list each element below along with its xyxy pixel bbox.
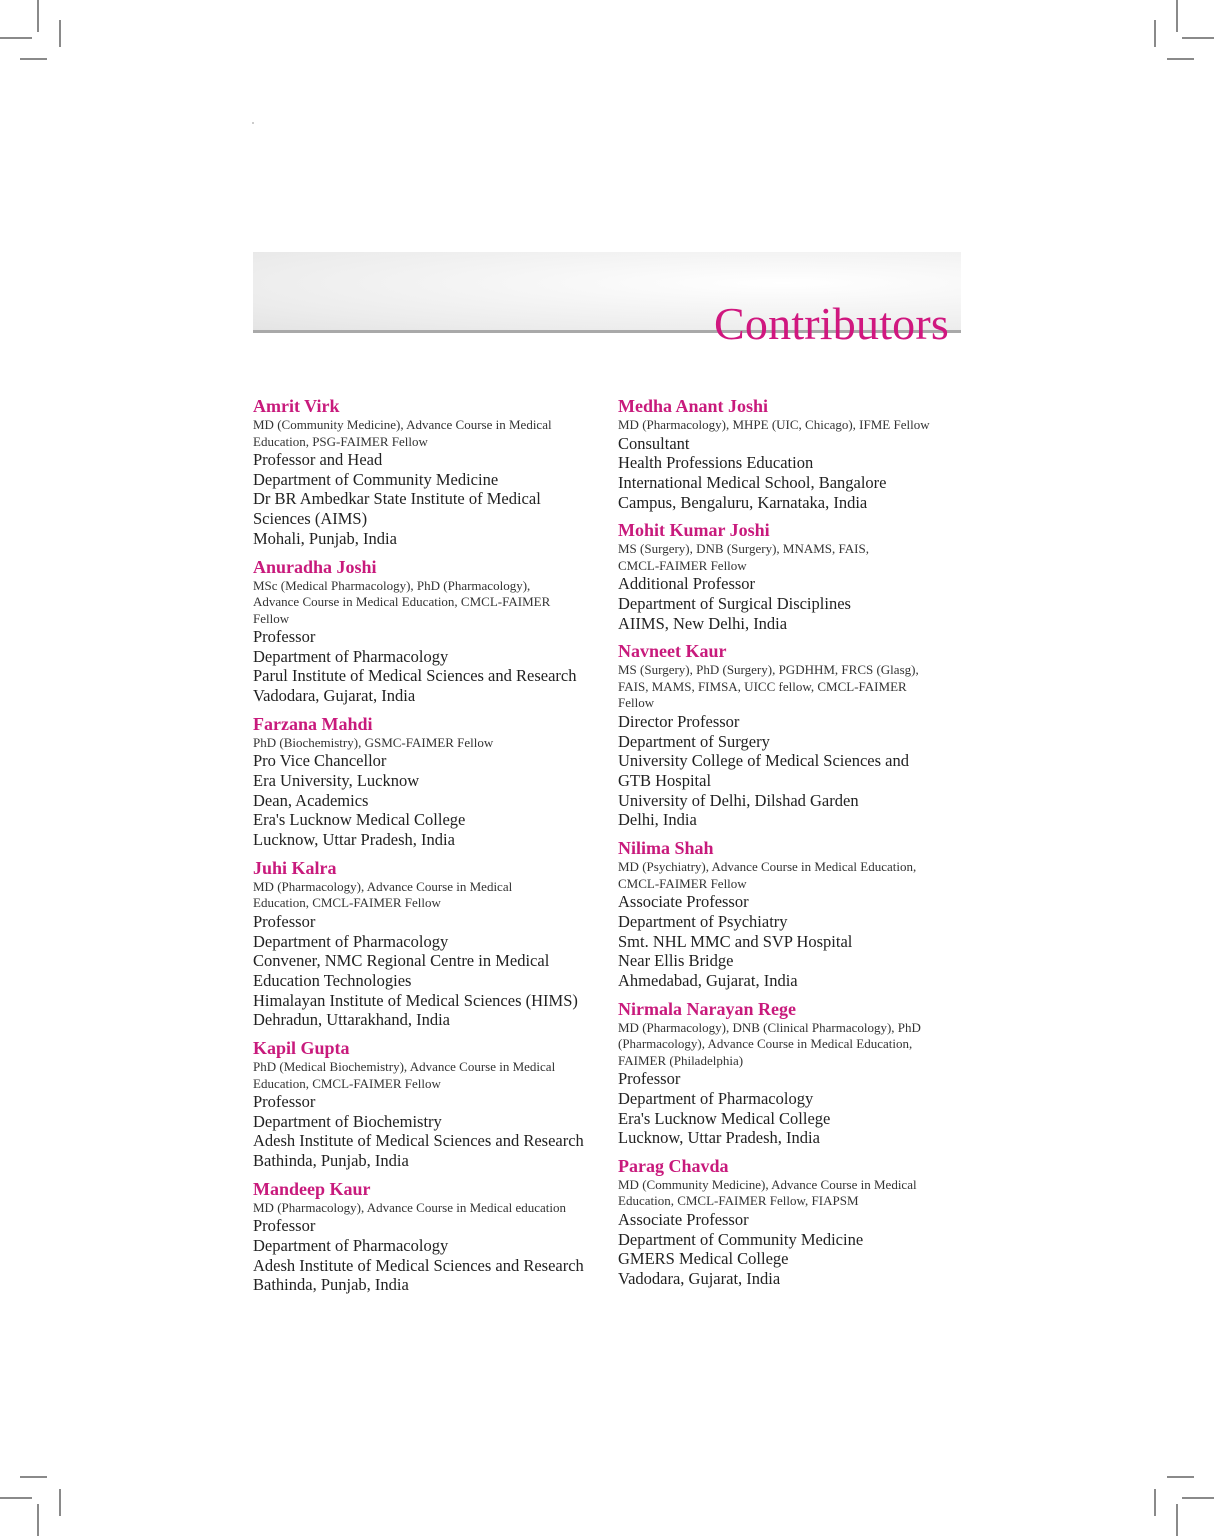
- contributor-qualifications: [618, 541, 970, 574]
- crop-mark: [0, 1497, 32, 1499]
- affiliation-line: Associate Professor: [618, 1209, 749, 1229]
- contributor-entry: [253, 858, 605, 1030]
- qualification-line: MD (Pharmacology), DNB (Clinical Pharmacology), PhD: [618, 1019, 921, 1035]
- affiliation-line: Pro Vice Chancellor: [253, 751, 387, 771]
- crop-mark: [37, 1504, 39, 1536]
- affiliation-line: Director Professor: [618, 711, 740, 731]
- affiliation-line: Near Ellis Bridge: [618, 951, 734, 971]
- contributor-entry: [253, 1179, 605, 1295]
- contributor-entry: [253, 557, 605, 706]
- qualification-line: MS (Surgery), PhD (Surgery), PGDHHM, FRCS (Glasg),: [618, 662, 919, 678]
- stray-dot: [252, 122, 254, 124]
- contributor-affiliation: [618, 892, 970, 991]
- crop-mark: [1167, 1476, 1194, 1478]
- crop-mark: [1176, 0, 1178, 32]
- crop-mark: [1154, 1489, 1156, 1516]
- contributor-name: Mandeep Kaur: [253, 1178, 371, 1199]
- contributor-affiliation: [253, 1216, 605, 1295]
- contributor-qualifications: [618, 1020, 970, 1070]
- qualification-line: MS (Surgery), DNB (Surgery), MNAMS, FAIS,: [618, 541, 869, 557]
- affiliation-line: Consultant: [618, 433, 690, 453]
- affiliation-line: Delhi, India: [618, 810, 697, 830]
- contributor-affiliation: [618, 1210, 970, 1289]
- qualification-line: MD (Community Medicine), Advance Course in Medical: [618, 1176, 917, 1192]
- contributor-qualifications: [253, 578, 605, 628]
- affiliation-line: Campus, Bengaluru, Karnataka, India: [618, 492, 868, 512]
- affiliation-line: Lucknow, Uttar Pradesh, India: [618, 1128, 820, 1148]
- contributor-qualifications: [618, 1177, 970, 1210]
- affiliation-line: Himalayan Institute of Medical Sciences (HIMS): [253, 990, 578, 1010]
- contributor-name: Juhi Kalra: [253, 857, 337, 878]
- contributors-column-left: [253, 396, 605, 1303]
- qualification-line: MD (Psychiatry), Advance Course in Medical Education,: [618, 859, 917, 875]
- contributor-affiliation: [253, 912, 605, 1030]
- contributor-qualifications: [618, 417, 970, 434]
- affiliation-line: Department of Pharmacology: [253, 1236, 449, 1256]
- affiliation-line: Sciences (AIMS): [253, 509, 368, 529]
- qualification-line: (Pharmacology), Advance Course in Medical Education,: [618, 1036, 913, 1052]
- contributor-qualifications: [253, 1200, 605, 1217]
- contributor-affiliation: [618, 574, 970, 633]
- crop-mark: [20, 58, 47, 60]
- affiliation-line: Dr BR Ambedkar State Institute of Medical: [253, 489, 541, 509]
- affiliation-line: Ahmedabad, Gujarat, India: [618, 970, 798, 990]
- contributor-name: Nilima Shah: [618, 838, 714, 859]
- crop-mark: [59, 1489, 61, 1516]
- contributor-affiliation: [253, 627, 605, 706]
- crop-mark: [1182, 1497, 1214, 1499]
- qualification-line: CMCL-FAIMER Fellow: [618, 875, 747, 891]
- contributor-affiliation: [618, 712, 970, 830]
- affiliation-line: Mohali, Punjab, India: [253, 528, 397, 548]
- affiliation-line: Era's Lucknow Medical College: [253, 810, 466, 830]
- contributor-name: Farzana Mahdi: [253, 713, 373, 734]
- qualification-line: PhD (Biochemistry), GSMC-FAIMER Fellow: [253, 734, 494, 750]
- contributor-name: Anuradha Joshi: [253, 556, 377, 577]
- affiliation-line: Department of Surgery: [618, 731, 770, 751]
- affiliation-line: Department of Pharmacology: [253, 931, 449, 951]
- affiliation-line: Vadodara, Gujarat, India: [618, 1269, 781, 1289]
- affiliation-line: Professor: [253, 1216, 316, 1236]
- affiliation-line: Era University, Lucknow: [253, 771, 420, 791]
- affiliation-line: Smt. NHL MMC and SVP Hospital: [618, 931, 853, 951]
- contributor-affiliation: [253, 1092, 605, 1171]
- qualification-line: Education, PSG-FAIMER Fellow: [253, 433, 428, 449]
- qualification-line: FAIS, MAMS, FIMSA, UICC fellow, CMCL-FAIMER: [618, 678, 907, 694]
- contributor-name: Nirmala Narayan Rege: [618, 998, 796, 1019]
- affiliation-line: Adesh Institute of Medical Sciences and Research: [253, 1131, 584, 1151]
- affiliation-line: Professor: [618, 1069, 681, 1089]
- affiliation-line: Lucknow, Uttar Pradesh, India: [253, 830, 455, 850]
- contributors-column-right: [618, 396, 970, 1297]
- affiliation-line: Dean, Academics: [253, 790, 369, 810]
- contributor-name: Kapil Gupta: [253, 1038, 350, 1059]
- qualification-line: CMCL-FAIMER Fellow: [618, 557, 747, 573]
- affiliation-line: University of Delhi, Dilshad Garden: [618, 790, 859, 810]
- contributor-affiliation: [253, 450, 605, 549]
- qualification-line: MSc (Medical Pharmacology), PhD (Pharmacology),: [253, 577, 531, 593]
- contributor-qualifications: [253, 417, 605, 450]
- qualification-line: MD (Pharmacology), Advance Course in Medical education: [253, 1199, 566, 1215]
- affiliation-line: Professor: [253, 911, 316, 931]
- affiliation-line: GTB Hospital: [618, 771, 712, 791]
- affiliation-line: Professor and Head: [253, 450, 383, 469]
- contributor-qualifications: [618, 859, 970, 892]
- contributor-qualifications: [253, 735, 605, 752]
- crop-mark: [1176, 1504, 1178, 1536]
- contributor-name: Parag Chavda: [618, 1155, 729, 1176]
- contributor-entry: [618, 520, 970, 633]
- contributor-name: Navneet Kaur: [618, 641, 727, 662]
- contributor-entry: [618, 999, 970, 1148]
- qualification-line: MD (Pharmacology), Advance Course in Medical: [253, 878, 513, 894]
- affiliation-line: Professor: [253, 1092, 316, 1112]
- page-title: Contributors: [714, 297, 949, 349]
- contributor-entry: [618, 396, 970, 512]
- qualification-line: PhD (Medical Biochemistry), Advance Course in Medical: [253, 1059, 556, 1075]
- contributor-affiliation: [618, 434, 970, 513]
- affiliation-line: International Medical School, Bangalore: [618, 472, 887, 492]
- affiliation-line: Parul Institute of Medical Sciences and Research: [253, 666, 577, 686]
- affiliation-line: Bathinda, Punjab, India: [253, 1275, 409, 1295]
- contributor-qualifications: [253, 1059, 605, 1092]
- affiliation-line: Health Professions Education: [618, 453, 814, 473]
- qualification-line: Education, CMCL-FAIMER Fellow, FIAPSM: [618, 1193, 859, 1209]
- contributor-affiliation: [253, 751, 605, 850]
- affiliation-line: Vadodara, Gujarat, India: [253, 686, 416, 706]
- section-header-band: [253, 252, 961, 349]
- crop-mark: [20, 1476, 47, 1478]
- contributor-entry: [253, 714, 605, 850]
- affiliation-line: Convener, NMC Regional Centre in Medical: [253, 951, 550, 971]
- qualification-line: Fellow: [253, 610, 290, 626]
- affiliation-line: Department of Surgical Disciplines: [618, 594, 851, 614]
- affiliation-line: Bathinda, Punjab, India: [253, 1151, 409, 1171]
- contributor-entry: [618, 1156, 970, 1289]
- crop-mark: [1182, 37, 1214, 39]
- affiliation-line: Department of Psychiatry: [618, 911, 788, 931]
- qualification-line: MD (Community Medicine), Advance Course in Medical: [253, 417, 552, 432]
- qualification-line: Fellow: [618, 695, 655, 711]
- affiliation-line: Education Technologies: [253, 970, 412, 990]
- qualification-line: Advance Course in Medical Education, CMCL-FAIMER: [253, 594, 551, 610]
- contributor-entry: [253, 396, 605, 549]
- contributor-name: Amrit Virk: [253, 396, 340, 416]
- affiliation-line: Department of Community Medicine: [618, 1229, 864, 1249]
- crop-mark: [59, 20, 61, 47]
- affiliation-line: AIIMS, New Delhi, India: [618, 613, 788, 633]
- affiliation-line: Additional Professor: [618, 574, 756, 594]
- crop-mark: [1154, 20, 1156, 47]
- contributor-affiliation: [618, 1069, 970, 1148]
- affiliation-line: Department of Community Medicine: [253, 469, 499, 489]
- crop-mark: [0, 37, 32, 39]
- affiliation-line: GMERS Medical College: [618, 1249, 789, 1269]
- affiliation-line: Department of Pharmacology: [618, 1088, 814, 1108]
- contributor-qualifications: [618, 662, 970, 712]
- affiliation-line: Associate Professor: [618, 892, 749, 912]
- affiliation-line: Adesh Institute of Medical Sciences and Research: [253, 1255, 584, 1275]
- contributor-entry: [253, 1038, 605, 1171]
- contributor-entry: [618, 838, 970, 991]
- affiliation-line: University College of Medical Sciences and: [618, 751, 909, 771]
- qualification-line: FAIMER (Philadelphia): [618, 1052, 744, 1068]
- affiliation-line: Department of Biochemistry: [253, 1111, 442, 1131]
- qualification-line: Education, CMCL-FAIMER Fellow: [253, 1075, 441, 1091]
- affiliation-line: Professor: [253, 627, 316, 647]
- contributor-name: Medha Anant Joshi: [618, 396, 769, 416]
- contributor-qualifications: [253, 879, 605, 912]
- crop-mark: [1167, 58, 1194, 60]
- crop-mark: [37, 0, 39, 32]
- affiliation-line: Department of Pharmacology: [253, 646, 449, 666]
- affiliation-line: Dehradun, Uttarakhand, India: [253, 1010, 451, 1030]
- affiliation-line: Era's Lucknow Medical College: [618, 1108, 831, 1128]
- qualification-line: MD (Pharmacology), MHPE (UIC, Chicago), IFME Fellow: [618, 417, 930, 432]
- qualification-line: Education, CMCL-FAIMER Fellow: [253, 895, 441, 911]
- contributor-entry: [618, 641, 970, 830]
- contributor-name: Mohit Kumar Joshi: [618, 520, 770, 541]
